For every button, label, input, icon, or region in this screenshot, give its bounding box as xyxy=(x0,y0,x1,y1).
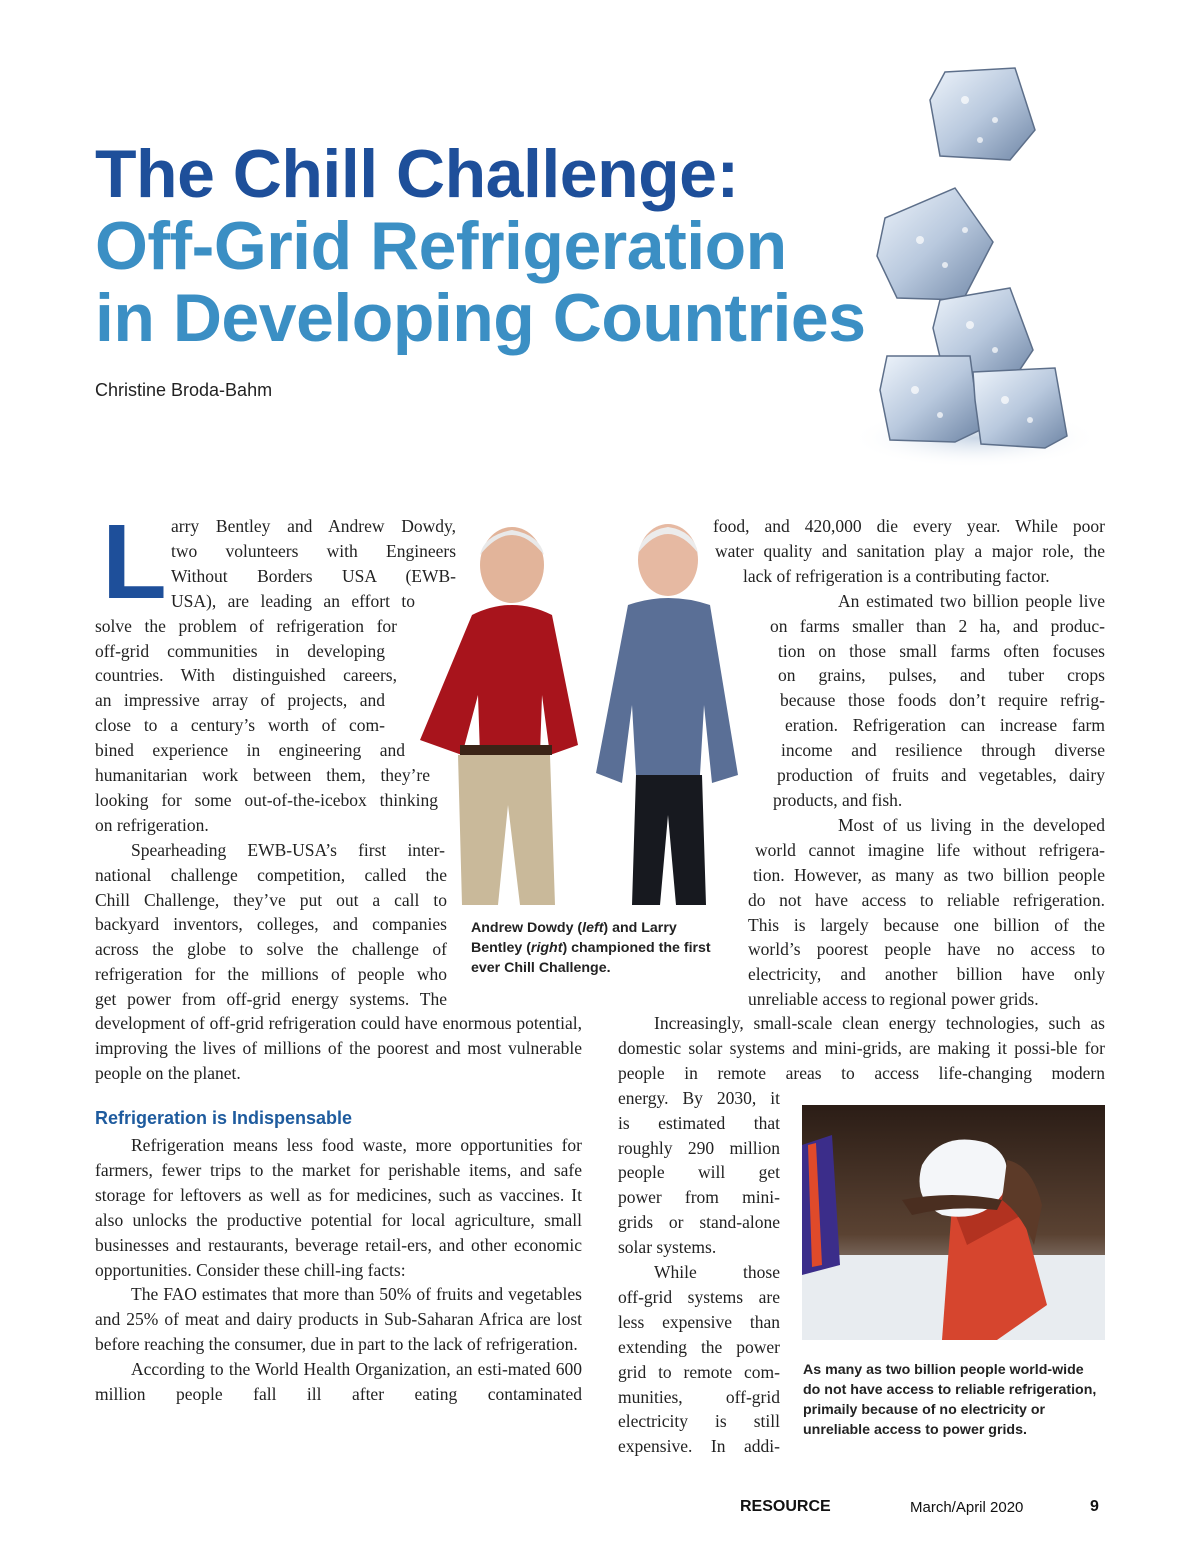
text-line: An estimated two billion people live xyxy=(838,590,1105,611)
text-line: food, and 420,000 die every year. While poor xyxy=(713,516,1105,536)
text-line: energy. By 2030, it xyxy=(618,1087,780,1108)
text-line: solar systems. xyxy=(618,1237,717,1258)
article-title xyxy=(95,138,866,354)
text-line: This is largely because one billion of the xyxy=(748,914,1105,935)
paragraph: development of off-grid refrigeration could have enormous potential, improving the lives of millions of the poorest and most vulnerable people on the planet. xyxy=(95,1013,582,1083)
col2-increasingly xyxy=(618,1011,1105,1086)
text-line: expensive. In addi- xyxy=(618,1436,780,1457)
text-line: across the globe to solve the challenge of xyxy=(95,939,447,960)
paragraph: Refrigeration means less food waste, more opportunities for farmers, fewer trips to the market for perishable items, and safe storage for leftovers as well as for medicines, such as vaccines. It also unlocks the productive potential for local agriculture, small businesses and restaurants, beverage retail-ers, and other economic opportunities. Consider these chill-ing facts: xyxy=(95,1135,582,1280)
text-line: roughly 290 million xyxy=(618,1137,780,1158)
caption-text-italic: right xyxy=(530,940,563,956)
text-line: Spearheading EWB-USA’s first inter- xyxy=(131,839,445,860)
section-subhead: Refrigeration is Indispensable xyxy=(95,1108,353,1128)
text-line: arry Bentley and Andrew Dowdy, xyxy=(171,516,456,536)
author-byline: Christine Broda-Bahm xyxy=(95,380,273,400)
text-line: USA), are leading an effort to xyxy=(171,590,415,611)
text-line: less expensive than xyxy=(618,1311,780,1332)
text-line: on refrigeration. xyxy=(95,814,209,835)
text-line: world cannot imagine life without refrigera- xyxy=(755,839,1105,860)
paragraph: Increasingly, small-scale clean energy technologies, such as domestic solar systems and mini-grids, are making it possi-ble for people in remote areas to access life-changing modern xyxy=(618,1013,1105,1083)
text-line: production of fruits and vegetables, dairy xyxy=(777,765,1105,786)
text-line: people will get xyxy=(618,1162,780,1183)
caption-text: ) and Larry Bentley ( xyxy=(471,920,677,956)
text-line: tion. However, as many as two billion people xyxy=(753,864,1105,885)
col1-section xyxy=(95,1133,582,1407)
text-line: is estimated that xyxy=(618,1112,780,1133)
text-line: refrigeration for the millions of people who xyxy=(95,964,447,985)
col2-top xyxy=(700,514,1105,1012)
title-line-1: The Chill Challenge: xyxy=(95,136,739,212)
text-line: While those xyxy=(654,1262,780,1283)
footer-magazine-name: RESOURCE xyxy=(740,1498,831,1515)
text-line: unreliable access to regional power grids. xyxy=(748,989,1039,1010)
text-line: bined experience in engineering and xyxy=(95,740,405,761)
photo-caption-ice: As many as two billion people world-wide do not have access to reliable refrigeration, primaily because of no electricity or unreliable access to power grids. xyxy=(803,1362,1097,1438)
caption-text: ) championed the first ever Chill Challenge. xyxy=(471,940,711,976)
text-line: eration. Refrigeration can increase farm xyxy=(785,715,1105,736)
text-line: off-grid communities in developing xyxy=(95,640,385,661)
title-line-2: Off-Grid Refrigeration xyxy=(95,208,787,284)
text-line: grid to remote com- xyxy=(618,1361,780,1382)
text-line: power from mini- xyxy=(618,1187,780,1208)
text-line: grids or stand-alone xyxy=(618,1212,780,1233)
text-line: tion on those small farms often focuses xyxy=(778,640,1105,661)
ice-cubes-illustration xyxy=(845,60,1105,480)
text-line: water quality and sanitation play a major role, the xyxy=(715,540,1105,561)
caption-text-italic: left xyxy=(582,920,604,936)
text-line: looking for some out-of-the-icebox thinking xyxy=(95,789,438,810)
text-line: national challenge competition, called the xyxy=(95,864,447,885)
col2-narrow xyxy=(618,1086,780,1460)
text-line: lack of refrigeration is a contributing factor. xyxy=(743,565,1050,586)
text-line: Without Borders USA (EWB- xyxy=(171,565,456,586)
footer-issue-date: March/April 2020 xyxy=(910,1499,1024,1516)
title-line-3: in Developing Countries xyxy=(95,280,866,356)
text-line: solve the problem of refrigeration for xyxy=(95,615,397,636)
photo-caption-men xyxy=(471,918,721,978)
text-line: Most of us living in the developed xyxy=(838,814,1105,835)
text-line: close to a century’s worth of com- xyxy=(95,715,385,736)
text-line: income and resilience through diverse xyxy=(781,740,1105,761)
text-line: on grains, pulses, and tuber crops xyxy=(778,665,1105,686)
col1-bottom xyxy=(95,1011,582,1086)
text-line: Chill Challenge, they’ve put out a call to xyxy=(95,889,447,910)
paragraph: According to the World Health Organization, an esti-mated 600 million people fall ill after eating contaminated xyxy=(95,1359,582,1405)
text-line: countries. With distinguished careers, xyxy=(95,665,397,686)
text-line: off-grid systems are xyxy=(618,1286,780,1307)
text-line: munities, off-grid xyxy=(618,1386,780,1407)
paragraph: The FAO estimates that more than 50% of fruits and vegetables and 25% of meat and dairy products in Sub-Saharan Africa are lost before reaching the consumer, due in part to the lack of refrigeration. xyxy=(95,1284,582,1355)
text-line: electricity is still xyxy=(618,1411,780,1432)
text-line: an impressive array of projects, and xyxy=(95,690,385,711)
footer-page-number: 9 xyxy=(1090,1498,1099,1515)
text-line: because those foods don’t require refrig- xyxy=(780,690,1105,711)
photo-ice-block xyxy=(802,1105,1105,1340)
text-line: electricity, and another billion have only xyxy=(748,964,1105,985)
caption-text: Andrew Dowdy ( xyxy=(471,920,583,936)
text-line: get power from off-grid energy systems. The xyxy=(95,989,447,1010)
text-line: do not have access to reliable refrigeration. xyxy=(748,889,1105,910)
text-line: humanitarian work between them, they’re xyxy=(95,765,430,786)
person-andrew-dowdy xyxy=(420,527,578,905)
drop-cap: L xyxy=(102,503,167,621)
text-line: two volunteers with Engineers xyxy=(171,540,456,561)
text-line: on farms smaller than 2 ha, and produc- xyxy=(770,615,1105,636)
text-line: extending the power xyxy=(618,1336,780,1357)
text-line: backyard inventors, colleges, and companies xyxy=(95,914,447,935)
text-line: products, and fish. xyxy=(773,789,903,810)
text-line: world’s poorest people have no access to xyxy=(748,939,1105,960)
